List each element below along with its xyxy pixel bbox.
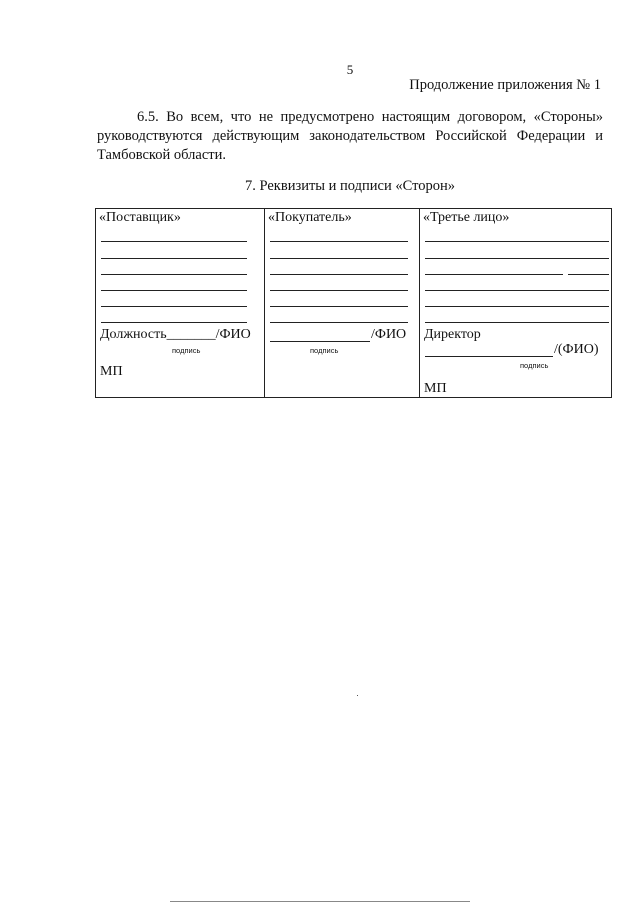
- supplier-position-label: Должность_______/ФИО: [100, 327, 251, 342]
- third-party-line-1: [425, 241, 609, 242]
- third-party-line-6: [425, 322, 609, 323]
- third-party-director-label: Директор: [424, 327, 481, 342]
- third-party-fio-label: /(ФИО): [554, 342, 599, 357]
- buyer-signature-line: [270, 341, 370, 342]
- third-party-line-2: [425, 258, 609, 259]
- buyer-line-1: [270, 241, 408, 242]
- third-party-cell: [420, 209, 612, 398]
- buyer-cell: [265, 209, 420, 398]
- supplier-line-2: [101, 258, 247, 259]
- supplier-line-3: [101, 274, 247, 275]
- appendix-note: Продолжение приложения № 1: [409, 77, 601, 93]
- scan-speck: [357, 695, 358, 696]
- supplier-stamp: МП: [100, 364, 123, 379]
- supplier-line-6: [101, 322, 247, 323]
- buyer-heading: «Покупатель»: [268, 210, 352, 225]
- supplier-heading: «Поставщик»: [99, 210, 181, 225]
- section-title: 7. Реквизиты и подписи «Сторон»: [245, 178, 455, 194]
- buyer-line-6: [270, 322, 408, 323]
- third-party-stamp: МП: [424, 381, 447, 396]
- signature-table: [95, 208, 612, 398]
- page-number: 5: [346, 62, 354, 77]
- third-party-heading: «Третье лицо»: [423, 210, 510, 225]
- supplier-cell: [96, 209, 265, 398]
- third-party-line-3b: [568, 274, 609, 275]
- buyer-line-4: [270, 290, 408, 291]
- third-party-line-3a: [425, 274, 563, 275]
- third-party-line-4: [425, 290, 609, 291]
- supplier-line-5: [101, 306, 247, 307]
- supplier-signature-caption: подпись: [172, 346, 201, 355]
- bottom-scan-line: [170, 901, 470, 902]
- supplier-line-1: [101, 241, 247, 242]
- buyer-fio-label: /ФИО: [371, 327, 407, 342]
- clause-6-5: 6.5. Во всем, что не предусмотрено настоящим договором, «Стороны» руководствуются действующим законодательством Российской Федерации и Тамбовской области.: [97, 109, 603, 163]
- buyer-line-3: [270, 274, 408, 275]
- third-party-signature-line: [425, 356, 553, 357]
- buyer-line-5: [270, 306, 408, 307]
- supplier-line-4: [101, 290, 247, 291]
- third-party-line-5: [425, 306, 609, 307]
- buyer-line-2: [270, 258, 408, 259]
- buyer-signature-caption: подпись: [310, 346, 339, 355]
- third-party-signature-caption: подпись: [520, 361, 549, 370]
